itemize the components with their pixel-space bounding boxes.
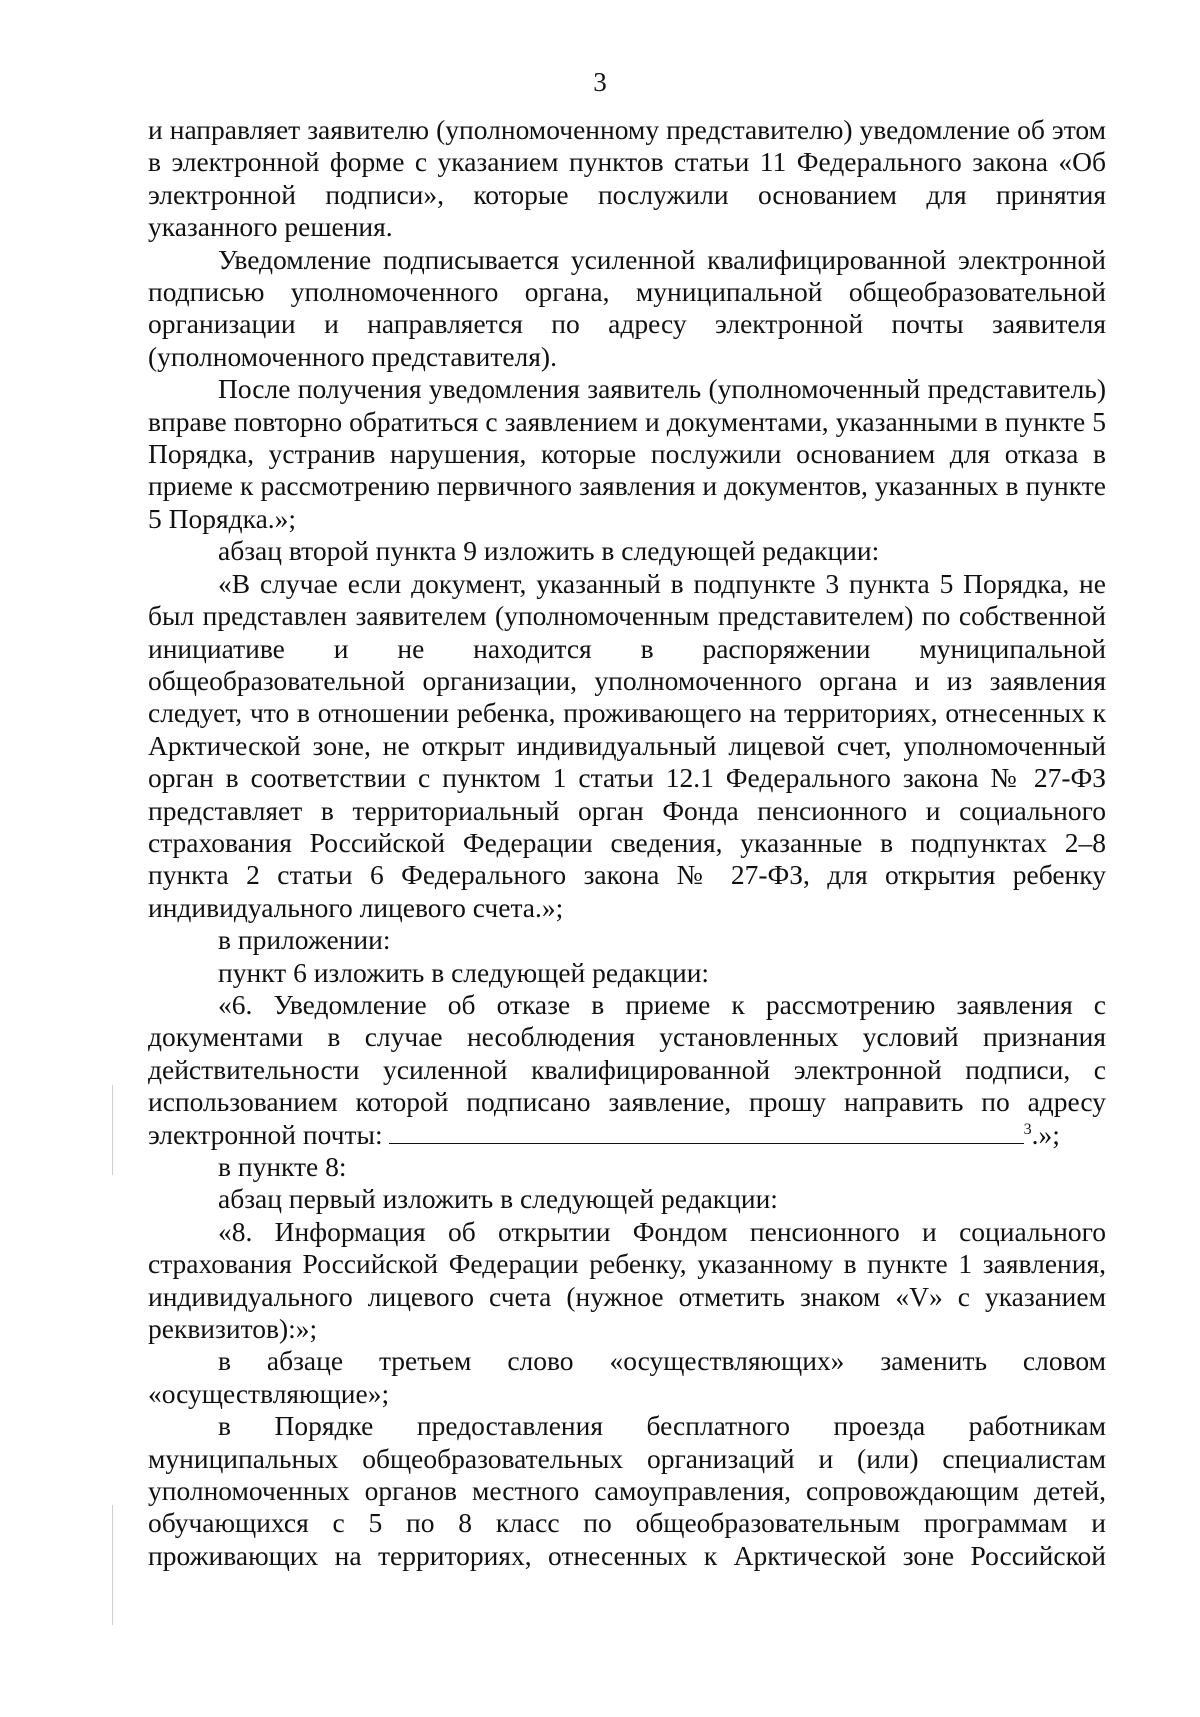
scan-margin-mark-lower bbox=[112, 1505, 113, 1625]
paragraph-reapply: После получения уведомления заявитель (уполномоченный представитель) вправе повторно обратиться с заявлением и документами, указанными в пункте 5 Порядка, устранив нарушения, которые послужили основанием для отказа в приеме к рассмотрению первичного заявления и документов, указанных в пункте 5 Порядка.»; bbox=[148, 373, 1106, 534]
paragraph-notification-sent: и направляет заявителю (уполномоченному представителю) уведомление об этом в электронной форме с указанием пунктов статьи 11 Федерального закона «Об электронной подписи», которые послужили основанием для принятия указанного решения. bbox=[148, 114, 1106, 243]
paragraph-free-travel-order: в Порядке предоставления бесплатного проезда работникам муниципальных общеобразовательных организаций и (или) специалистам уполномоченных органов местного самоуправления, сопровождающим детей, обучающихся с 5 по 8 класс по общеобразовательным программам и проживающих на территориях, отнесенных к Арктической зоне Российской bbox=[148, 1410, 1106, 1571]
email-label: электронной почты: bbox=[148, 1118, 383, 1150]
footnote-mark: 3 bbox=[1023, 1120, 1032, 1138]
paragraph-in-appendix: в приложении: bbox=[218, 924, 391, 956]
page-number: 3 bbox=[593, 67, 607, 97]
paragraph-item-8-text: «8. Информация об открытии Фондом пенсионного и социального страхования Российской Федерации ребенку, указанному в пункте 1 заявления, индивидуального лицевого счета (нужное отметить знаком «V» с указанием реквизитов):»; bbox=[148, 1215, 1106, 1345]
paragraph-amend-item-9: абзац второй пункта 9 изложить в следующей редакции: bbox=[218, 535, 880, 567]
paragraph-item-6-text: «6. Уведомление об отказе в приеме к рассмотрению заявления с документами в случае несоблюдения установленных условий признания действительности усиленной квалифицированной электронной подписи, с использованием которой подписано заявление, прошу направить по адресу bbox=[148, 988, 1106, 1118]
paragraph-notification-signed: Уведомление подписывается усиленной квалифицированной электронной подписью уполномоченного органа, муниципальной общеобразовательной организации и направляется по адресу электронной почты заявителя (уполномоченного представителя). bbox=[148, 243, 1106, 372]
paragraph-in-item-8: в пункте 8: bbox=[218, 1151, 347, 1182]
paragraph-third-paragraph-word: в абзаце третьем слово «осуществляющих» заменить словом «осуществляющие»; bbox=[148, 1345, 1106, 1409]
email-line bbox=[148, 1119, 1106, 1151]
paragraph-item-9-text: «В случае если документ, указанный в подпункте 3 пункта 5 Порядка, не был представлен заявителем (уполномоченным представителем) по собственной инициативе и не находится в распоряжении муниципальной общеобразовательной организации, уполномоченного органа и из заявления следует, что в отношении ребенка, проживающего на территориях, отнесенных к Арктической зоне, не открыт индивидуальный лицевой счет, уполномоченный орган в соответствии с пунктом 1 статьи 12.1 Федерального закона № 27-ФЗ представляет в территориальный орган Фонда пенсионного и социального страхования Российской Федерации сведения, указанные в подпунктах 2–8 пункта 2 статьи 6 Федерального закона № 27-ФЗ, для открытия ребенку индивидуального лицевого счета.»; bbox=[148, 567, 1106, 923]
paragraph-amend-item-6: пункт 6 изложить в следующей редакции: bbox=[218, 956, 710, 988]
scan-margin-mark bbox=[112, 1085, 113, 1175]
document-body bbox=[148, 114, 1106, 1572]
email-blank-field bbox=[389, 1119, 1024, 1144]
paragraph-amend-first-paragraph: абзац первый изложить в следующей редакции: bbox=[218, 1183, 778, 1215]
email-suffix: .»; bbox=[1031, 1118, 1060, 1150]
